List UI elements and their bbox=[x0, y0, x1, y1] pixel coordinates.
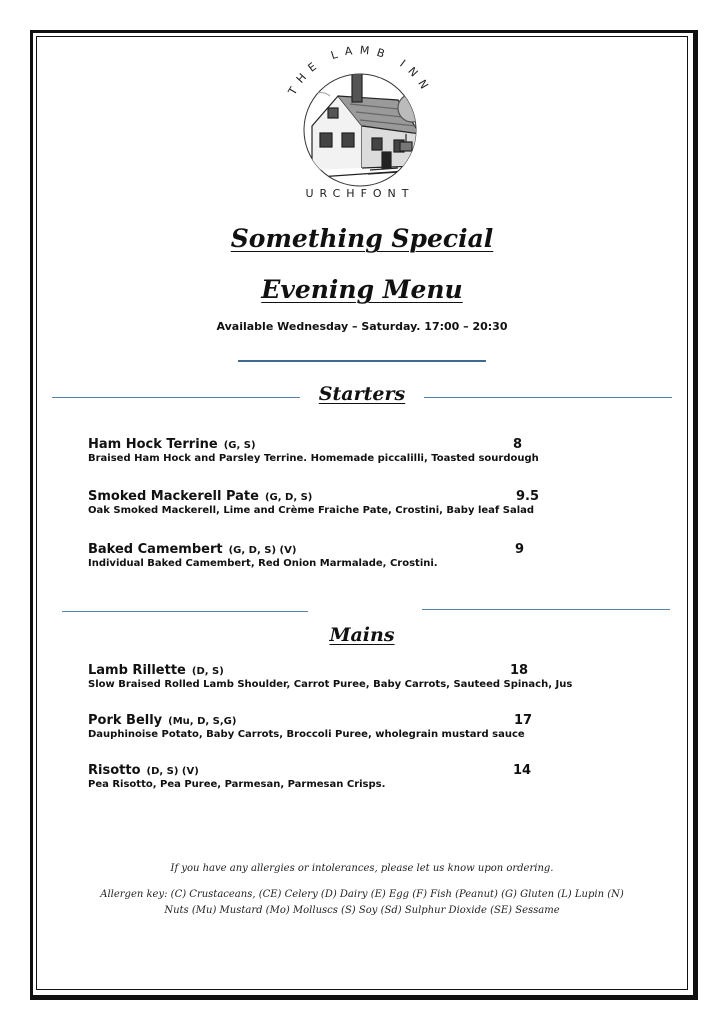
title-divider bbox=[238, 360, 486, 362]
item-description: Individual Baked Camembert, Red Onion Marmalade, Crostini. bbox=[88, 558, 438, 569]
item-name: Smoked Mackerell Pate bbox=[88, 489, 259, 504]
availability-text: Available Wednesday – Saturday. 17:00 – 20:30 bbox=[216, 320, 508, 333]
menu-title-line2: Evening Menu bbox=[261, 275, 463, 304]
allergen-key-line1: Allergen key: (C) Crustaceans, (CE) Celery (D) Dairy (E) Egg (F) Fish (Peanut) (G) Gluten (L) Lupin (N) bbox=[100, 889, 624, 900]
menu-item-pork-belly bbox=[88, 713, 588, 740]
item-description: Braised Ham Hock and Parsley Terrine. Homemade piccalilli, Toasted sourdough bbox=[88, 453, 539, 464]
item-description: Slow Braised Rolled Lamb Shoulder, Carrot Puree, Baby Carrots, Sauteed Spinach, Jus bbox=[88, 679, 573, 690]
item-price: 18 bbox=[510, 663, 529, 678]
item-allergens: (G, S) bbox=[223, 440, 256, 451]
item-description: Dauphinoise Potato, Baby Carrots, Broccoli Puree, wholegrain mustard sauce bbox=[88, 729, 525, 740]
item-name: Lamb Rillette bbox=[88, 663, 186, 678]
allergen-key-line2: Nuts (Mu) Mustard (Mo) Molluscs (S) Soy (Sd) Sulphur Dioxide (SE) Sessame bbox=[164, 905, 560, 916]
menu-item-smoked-mackerell-pate bbox=[88, 489, 588, 516]
logo-name-arc: THE LAMB INN bbox=[285, 43, 435, 98]
pub-logo bbox=[270, 38, 450, 203]
item-name: Pork Belly bbox=[88, 713, 163, 728]
menu-item-baked-camembert bbox=[88, 542, 588, 569]
item-price: 8 bbox=[513, 437, 523, 452]
pub-logo-graphic bbox=[270, 38, 450, 203]
allergy-notice: If you have any allergies or intolerances, please let us know upon ordering. bbox=[170, 863, 554, 874]
item-description: Oak Smoked Mackerell, Lime and Crème Fraiche Pate, Crostini, Baby leaf Salad bbox=[88, 505, 535, 516]
mains-heading: Mains bbox=[329, 624, 395, 646]
menu-item-risotto bbox=[88, 763, 588, 790]
menu-item-lamb-rillette bbox=[88, 663, 588, 690]
item-allergens: (Mu, D, S,G) bbox=[168, 716, 237, 727]
item-allergens: (G, D, S) bbox=[264, 492, 313, 503]
item-allergens: (D, S) bbox=[191, 666, 224, 677]
item-name: Ham Hock Terrine bbox=[88, 437, 218, 452]
item-allergens: (G, D, S) (V) bbox=[228, 545, 297, 556]
item-name: Risotto bbox=[88, 763, 141, 778]
menu-title-line1: Something Special bbox=[230, 224, 494, 253]
item-price: 9.5 bbox=[516, 489, 540, 504]
item-price: 17 bbox=[514, 713, 533, 728]
mains-rule-left bbox=[62, 611, 308, 612]
starters-heading: Starters bbox=[318, 383, 406, 405]
mains-rule-right bbox=[422, 609, 670, 610]
item-allergens: (D, S) (V) bbox=[146, 766, 199, 777]
menu-item-ham-hock-terrine bbox=[88, 437, 588, 464]
logo-place: URCHFONT bbox=[305, 187, 415, 200]
item-price: 9 bbox=[515, 542, 525, 557]
item-description: Pea Risotto, Pea Puree, Parmesan, Parmesan Crisps. bbox=[88, 779, 386, 790]
item-price: 14 bbox=[513, 763, 532, 778]
item-name: Baked Camembert bbox=[88, 542, 223, 557]
